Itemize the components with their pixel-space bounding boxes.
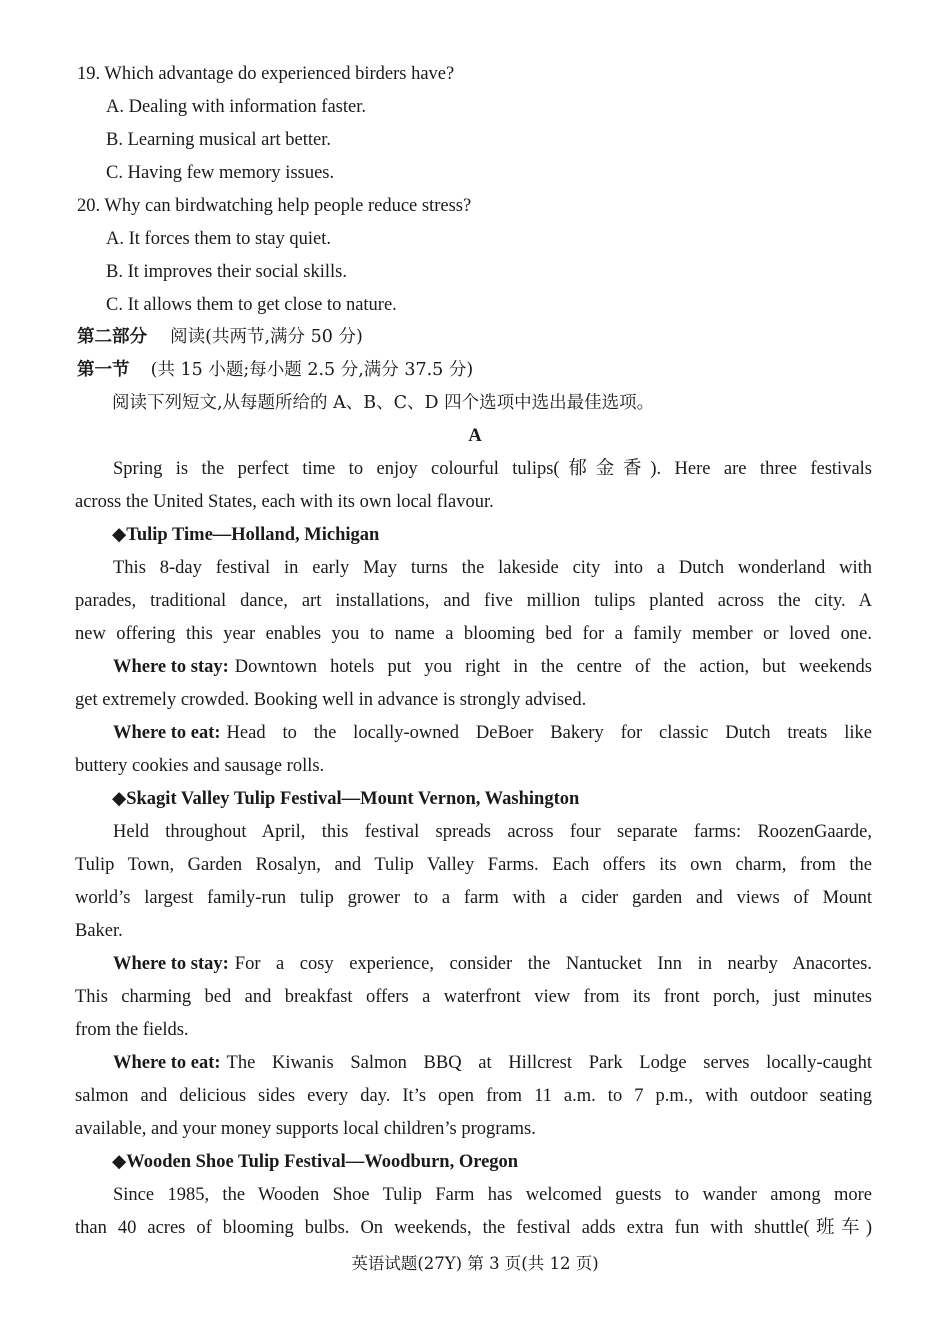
festival1-body-3: new offering this year enables you to name a blooming bed for a family member or loved one. [75,624,872,644]
festival2-eat-line-1 [113,1052,872,1074]
festival3-body-1: Since 1985, the Wooden Shoe Tulip Farm has welcomed guests to wander among more [113,1185,872,1205]
intro-line-2: across the United States, each with its own local flavour. [75,492,494,512]
festival1-body-1: This 8-day festival in early May turns the lakeside city into a Dutch wonderland with [113,558,872,578]
festival2-body-3: world’s largest family-run tulip grower to a farm with a cider garden and views of Mount [75,888,872,908]
question-20-option-c: C. It allows them to get close to nature. [106,295,397,315]
question-19-option-a: A. Dealing with information faster. [106,97,366,117]
festival1-heading: ◆Tulip Time—Holland, Michigan [112,525,380,545]
instructions: 阅读下列短文,从每题所给的 A、B、C、D 四个选项中选出最佳选项。 [112,393,655,413]
section1-subtitle: (共 15 小题;每小题 2.5 分,满分 37.5 分) [150,360,474,380]
part2-subtitle: 阅读(共两节,满分 50 分) [170,327,363,347]
festival1-stay-label: Where to stay: [113,657,229,677]
festival2-eat-label: Where to eat: [113,1053,221,1073]
festival1-eat-line-1 [113,722,872,744]
passage-letter: A [468,426,482,446]
section1-title: 第一节 [77,360,130,380]
question-19-stem: 19. Which advantage do experienced birders have? [77,64,455,84]
festival1-eat-text-1: Head to the locally-owned DeBoer Bakery for classic Dutch treats like [226,723,872,743]
festival2-eat-text-2: salmon and delicious sides every day. It’s open from 11 a.m. to 7 p.m., with outdoor seating [75,1086,872,1106]
question-20-option-b: B. It improves their social skills. [106,262,347,282]
festival2-stay-label: Where to stay: [113,954,229,974]
festival2-body-2: Tulip Town, Garden Rosalyn, and Tulip Valley Farms. Each offers its own charm, from the [75,855,872,875]
festival1-body-2: parades, traditional dance, art installations, and five million tulips planted across the city. A [75,591,872,611]
festival2-eat-text-3: available, and your money supports local children’s programs. [75,1119,536,1139]
festival2-stay-text-3: from the fields. [75,1020,189,1040]
section1-heading [77,359,473,381]
question-19-option-b: B. Learning musical art better. [106,130,332,150]
festival1-eat-label: Where to eat: [113,723,221,743]
festival1-stay-text-2: get extremely crowded. Booking well in advance is strongly advised. [75,690,587,710]
festival1-stay-text-1: Downtown hotels put you right in the centre of the action, but weekends [234,657,872,677]
festival3-body-2: than 40 acres of blooming bulbs. On weekends, the festival adds extra fun with shuttle(班车) [75,1218,872,1238]
part2-heading [77,326,363,348]
festival2-stay-text-1: For a cosy experience, consider the Nantucket Inn in nearby Anacortes. [234,954,872,974]
part2-title: 第二部分 [77,327,147,347]
festival1-stay-line-1 [113,656,872,678]
festival2-stay-line-1 [113,953,872,975]
question-20-stem: 20. Why can birdwatching help people reduce stress? [77,196,472,216]
festival2-heading: ◆Skagit Valley Tulip Festival—Mount Vernon, Washington [112,789,580,809]
intro-line-1: Spring is the perfect time to enjoy colourful tulips(郁金香). Here are three festivals [113,459,872,479]
festival2-body-1: Held throughout April, this festival spreads across four separate farms: RoozenGaarde, [113,822,872,842]
question-20-option-a: A. It forces them to stay quiet. [106,229,332,249]
question-19-option-c: C. Having few memory issues. [106,163,335,183]
festival2-body-4: Baker. [75,921,123,941]
festival2-eat-text-1: The Kiwanis Salmon BBQ at Hillcrest Park Lodge serves locally-caught [226,1053,872,1073]
festival3-heading: ◆Wooden Shoe Tulip Festival—Woodburn, Oregon [112,1152,519,1172]
page-footer: 英语试题(27Y) 第 3 页(共 12 页) [351,1254,599,1273]
festival2-stay-text-2: This charming bed and breakfast offers a waterfront view from its front porch, just minutes [75,987,872,1007]
festival1-eat-text-2: buttery cookies and sausage rolls. [75,756,325,776]
